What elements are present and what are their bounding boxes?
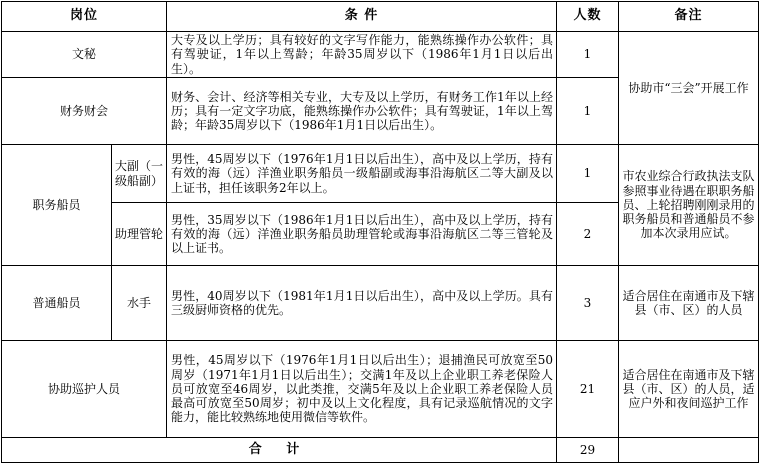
- remarks-cell: 适合居住在南通市及下辖县（市、区）的人员，适应户外和夜间巡护工作: [619, 341, 759, 438]
- header-row: [2, 2, 759, 32]
- conditions-cell: 男性，40周岁以下（1981年1月1日以后出生），高中及以上学历。具有三级厨师资格的优先。: [167, 266, 557, 341]
- header-conditions: 条 件: [167, 2, 557, 32]
- sub-post-cell: 助理管轮: [112, 203, 167, 266]
- conditions-cell: 男性，35周岁以下（1986年1月1日以后出生），高中及以上学历，持有有效的海（远）洋渔业职务船员助理管轮或海事沿海航区二等三管轮及以上证书。: [167, 203, 557, 266]
- table-row: [2, 341, 759, 438]
- count-cell: 1: [557, 145, 619, 203]
- count-cell: 3: [557, 266, 619, 341]
- total-label: 合 计: [2, 438, 557, 463]
- post-cell: 职务船员: [2, 145, 112, 266]
- count-cell: 1: [557, 78, 619, 145]
- post-cell: 普通船员: [2, 266, 112, 341]
- count-cell: 1: [557, 32, 619, 78]
- remarks-cell: 协助市“三会”开展工作: [619, 32, 759, 145]
- count-cell: 2: [557, 203, 619, 266]
- header-count: 人数: [557, 2, 619, 32]
- recruitment-table: [1, 1, 759, 463]
- table-row: [2, 266, 759, 341]
- total-row: [2, 438, 759, 463]
- remarks-cell: 适合居住在南通市及下辖县（市、区）的人员: [619, 266, 759, 341]
- conditions-cell: 财务、会计、经济等相关专业，大专及以上学历，有财务工作1年以上经历；具有一定文字功底，能熟练操作办公软件；具有驾驶证，1年以上驾龄；年龄35周岁以下（1986年1月1日以后出生）。: [167, 78, 557, 145]
- conditions-cell: 大专及以上学历；具有较好的文字写作能力，能熟练操作办公软件；具有驾驶证，1年以上驾龄；年龄35周岁以下（1986年1月1日以后出生）。: [167, 32, 557, 78]
- table-row: [2, 32, 759, 78]
- post-cell: 财务财会: [2, 78, 167, 145]
- sub-post-cell: 水手: [112, 266, 167, 341]
- count-cell: 21: [557, 341, 619, 438]
- header-post: 岗位: [2, 2, 167, 32]
- total-count: 29: [557, 438, 619, 463]
- conditions-cell: 男性，45周岁以下（1976年1月1日以后出生），高中及以上学历，持有有效的海（远）洋渔业职务船员一级船副或海事沿海航区二等大副及以上证书，担任该职务2年以上。: [167, 145, 557, 203]
- header-remarks: 备注: [619, 2, 759, 32]
- post-cell: 文秘: [2, 32, 167, 78]
- total-remarks-empty: [619, 438, 759, 463]
- remarks-cell: 市农业综合行政执法支队参照事业待遇在职职务船员、上轮招聘刚刚录用的职务船员和普通船员不参加本次录用应试。: [619, 145, 759, 266]
- post-cell: 协助巡护人员: [2, 341, 167, 438]
- conditions-cell: 男性，45周岁以下（1976年1月1日以后出生）；退捕渔民可放宽至50周岁（1971年1月1日以后出生）；交满1年及以上企业职工养老保险人员可放宽至46周岁，以此类推，交满5年及以上企业职工养老保险人员最高可放宽至50周岁；初中及以上文化程度，具有记录巡航情况的文字能力，能比较熟练地使用微信等软件。: [167, 341, 557, 438]
- table-row: [2, 145, 759, 203]
- sub-post-cell: 大副（一级船副）: [112, 145, 167, 203]
